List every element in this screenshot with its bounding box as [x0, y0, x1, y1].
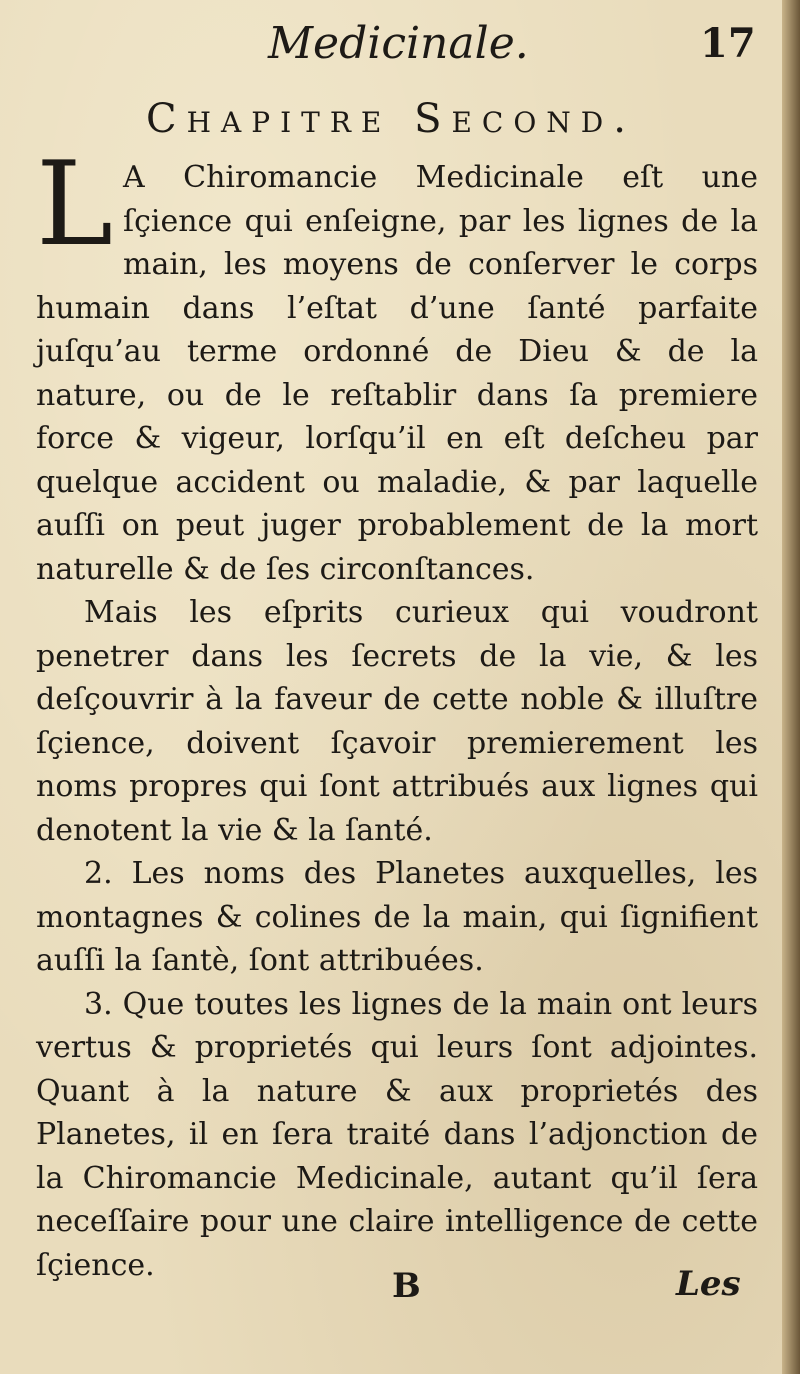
paragraph-1-text: A Chiromancie Medicinale eſt une ſçience qui enſeigne, par les lignes de la main, les moyens de conſerver le corps humain dans l’eſtat d’une ſanté parfaite juſqu’au terme ordonné de Dieu & de la nature, ou de le reſtablir dans ſa premiere force & vigeur, lorſqu’il en eſt deſcheu par quelque accident ou maladie, & par laquelle auſſi on peut juger probablement de la mort naturelle & de ſes circonſtances. [36, 160, 758, 587]
paragraph-4: 3. Que toutes les lignes de la main ont leurs vertus & proprietés qui leurs ſont adjointes. Quant à la nature & aux proprietés des Planetes, il en ſera traité dans l’adjonction de la Chiromancie Medicinale, autant qu’il ſera neceſſaire pour une claire intelligence de cette ſçience. [36, 986, 758, 1283]
paragraph-1 [36, 137, 758, 591]
chapter-heading: Chapitre Second. [146, 96, 636, 142]
page-edge [782, 0, 800, 1374]
signature-mark: B [392, 1266, 421, 1306]
page-number: 17 [700, 20, 756, 67]
drop-cap: L [36, 137, 114, 272]
page-header [0, 14, 782, 74]
catchword: Les [676, 1264, 741, 1304]
running-title: Medicinale. [268, 18, 529, 69]
paragraph-2: Mais les eſprits curieux qui voudront penetrer dans les ſecrets de la vie, & les deſçouvrir à la faveur de cette noble & illuſtre ſçience, doivent ſçavoir premierement les noms propres qui ſont attribués aux lignes qui denotent la vie & la ſanté. [36, 595, 758, 848]
paragraph-3: 2. Les noms des Planetes auxquelles, les montagnes & colines de la main, qui ſignifient auſſi la ſantè, ſont attribuées. [36, 856, 758, 978]
body-text [36, 137, 758, 1287]
